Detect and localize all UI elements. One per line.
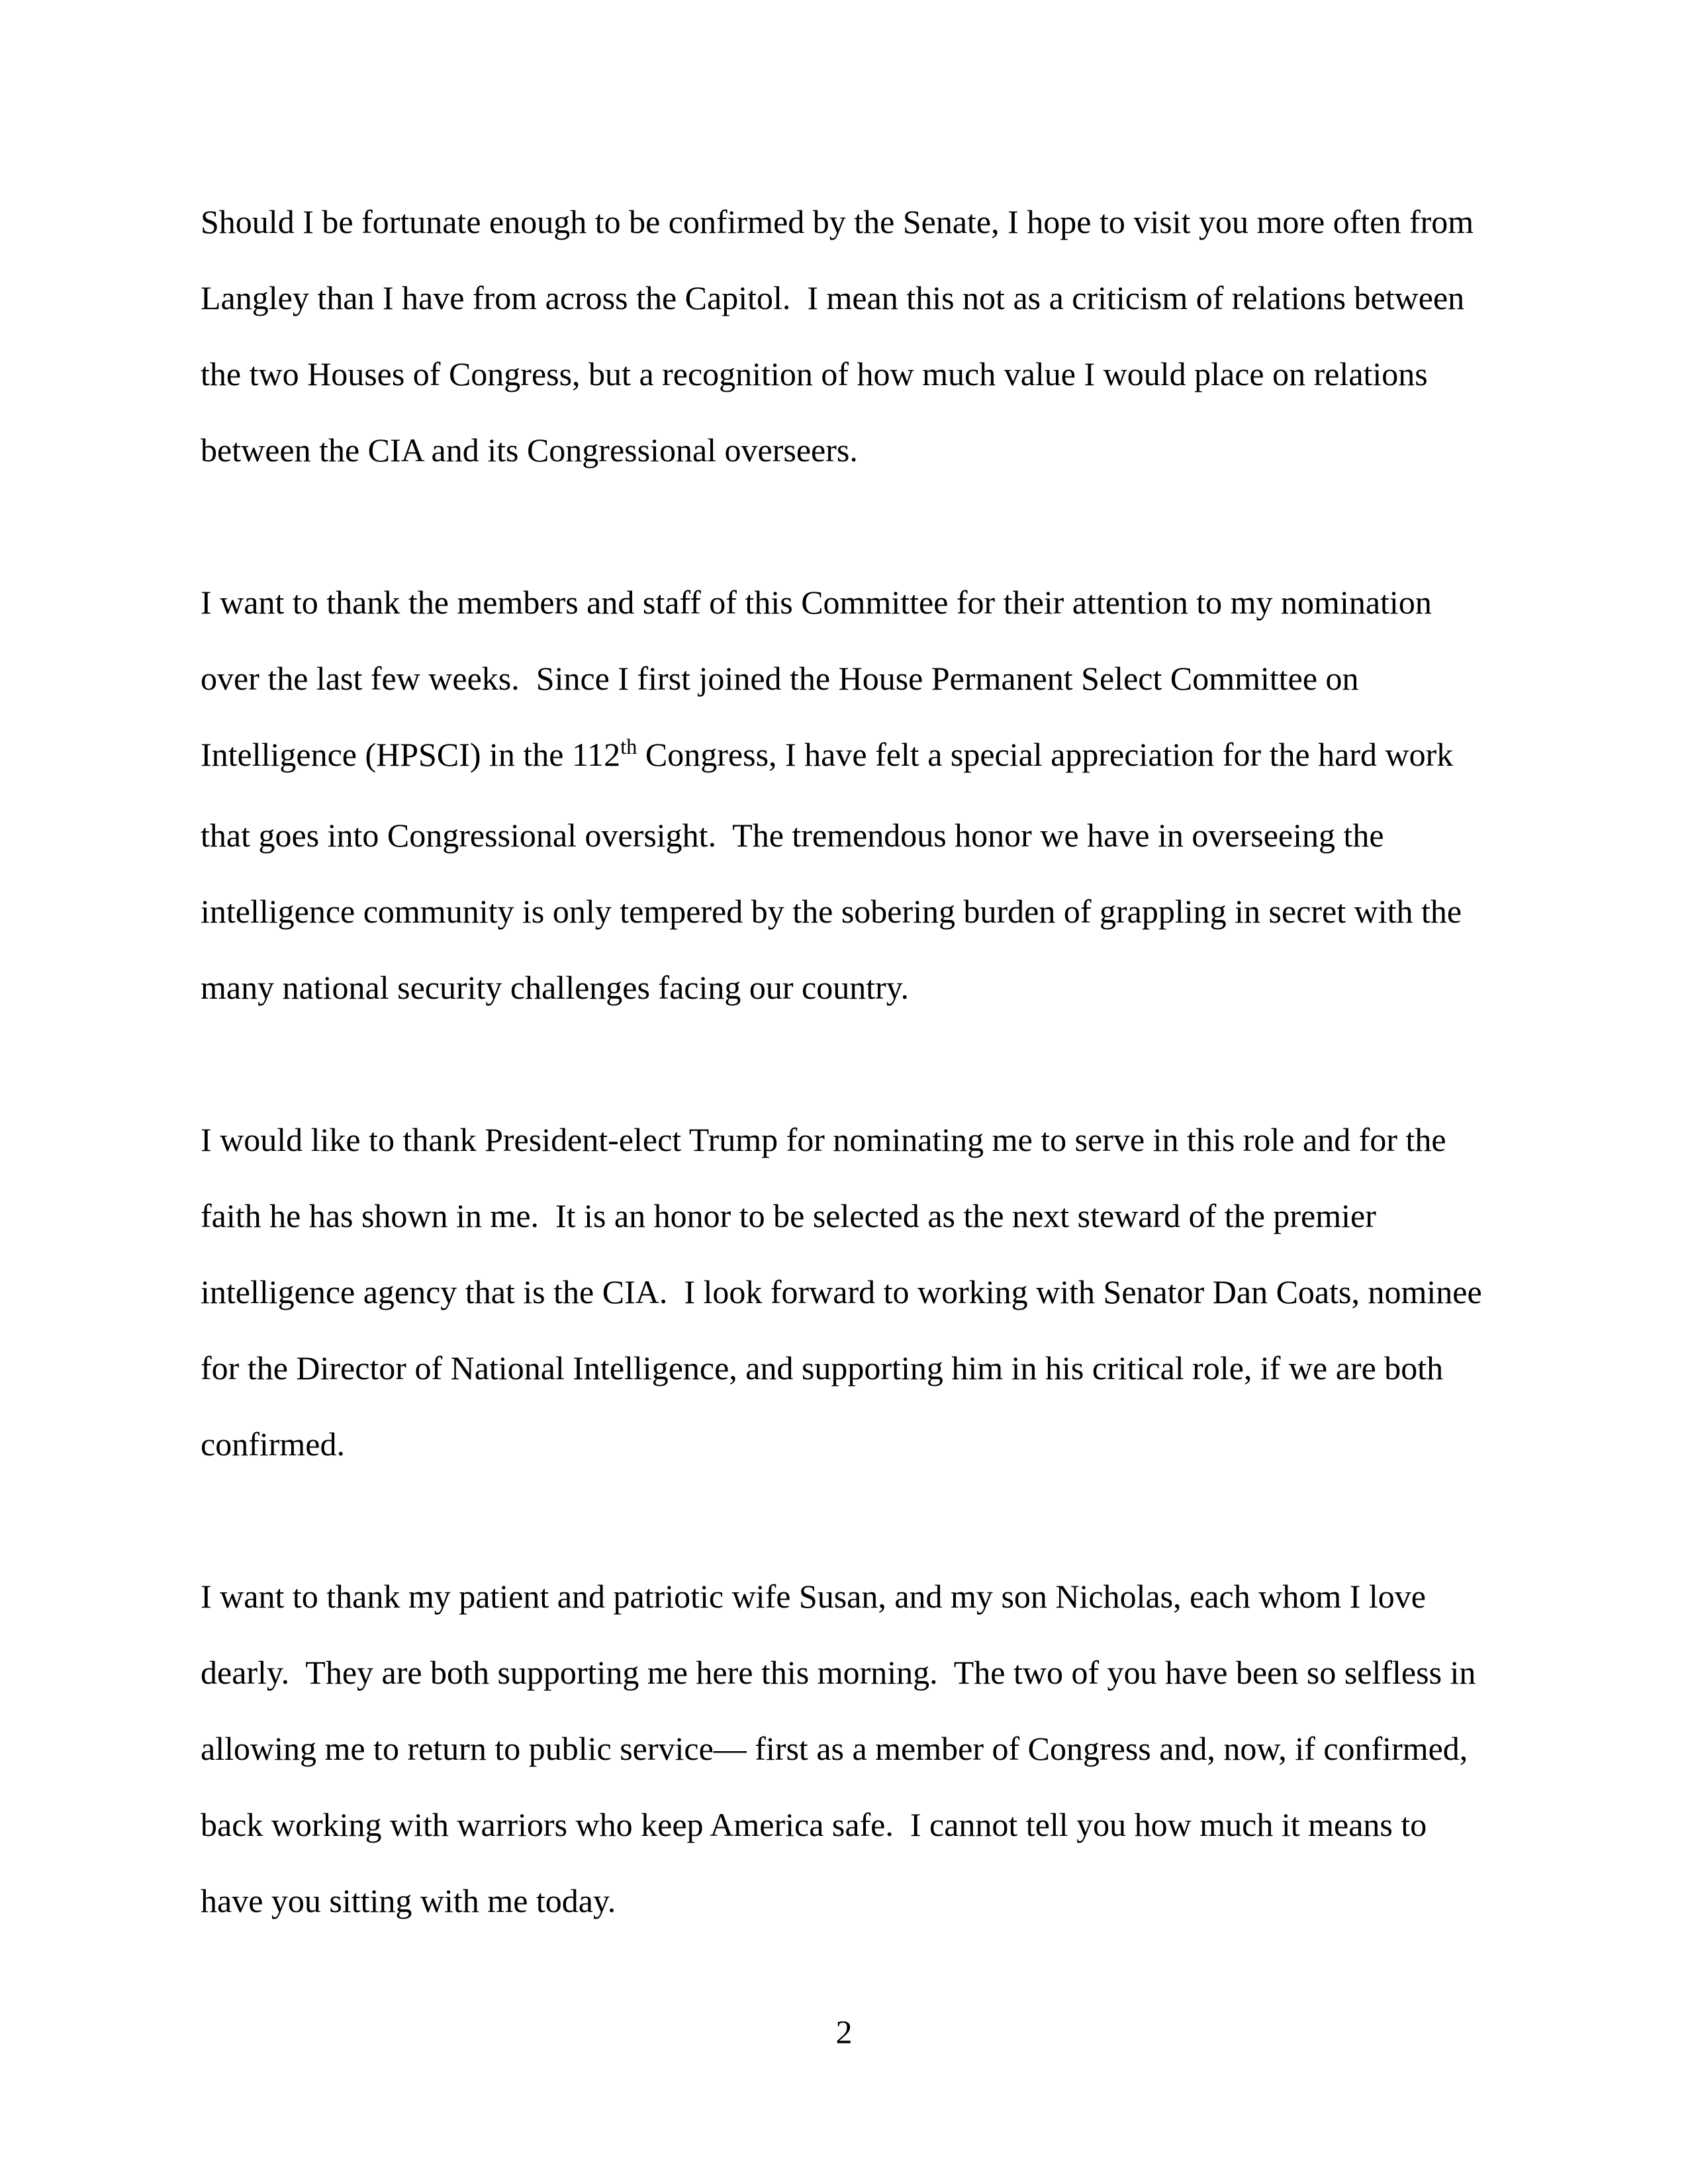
text-run: I want to thank my patient and patriotic wife Susan, and my son Nicholas, each whom I love dearly. They are both supporting me here this morning. The two of you have been so selfless in allowing me to return to public service— first as a member of Congress and, now, if confirmed, back working with warriors who keep America safe. I cannot tell you how much it means to have you sitting with me today. <box>201 1578 1484 1919</box>
text-run: I would like to thank President-elect Trump for nominating me to serve in this role and for the faith he has shown in me. It is an honor to be selected as the next steward of the premier intelligence agency that is the CIA. I look forward to working with Senator Dan Coats, nominee for the Director of National Intelligence, and supporting him in his critical role, if we are both confirmed. <box>201 1121 1491 1463</box>
document-body <box>201 184 1491 2015</box>
superscript-ordinal: th <box>620 735 637 760</box>
page-number: 2 <box>835 2013 853 2050</box>
paragraph-3 <box>201 1102 1491 1482</box>
paragraph-4 <box>201 1559 1491 1939</box>
paragraph-1 <box>201 184 1491 488</box>
text-run: I want to thank the members and staff of this Committee for their attention to my nomination over the last few weeks. Since I first joined the House Permanent Select Committee on Intelligence (HPSCI) in the 112 <box>201 584 1440 773</box>
text-run: Congress, I have felt a special appreciation for the hard work that goes into Congressional oversight. The tremendous honor we have in overseeing the intelligence community is only tempered by the sobering burden of grappling in secret with the many national security challenges facing our country. <box>201 736 1470 1006</box>
text-run: Should I be fortunate enough to be confirmed by the Senate, I hope to visit you more often from Langley than I have from across the Capitol. I mean this not as a criticism of relations between the two Houses of Congress, but a recognition of how much value I would place on relations between the CIA and its Congressional overseers. <box>201 203 1482 469</box>
paragraph-2 <box>201 565 1491 1026</box>
